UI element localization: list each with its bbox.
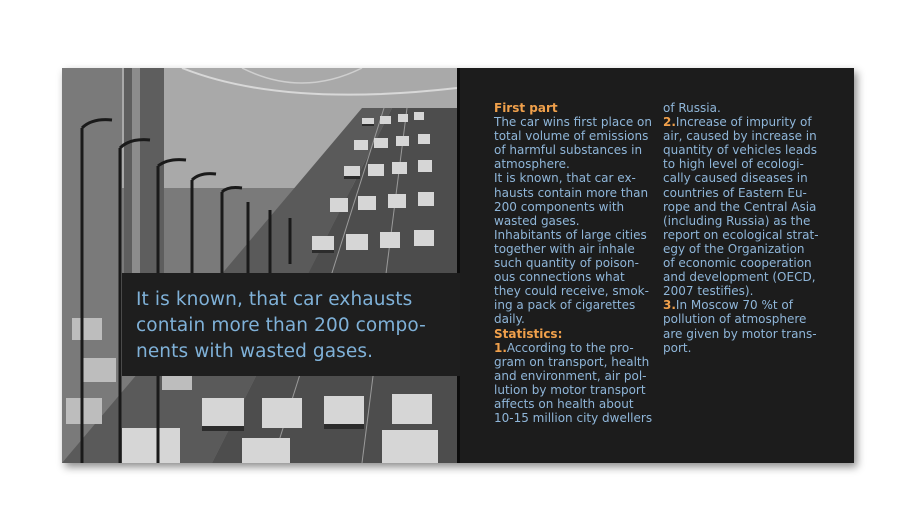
item-number: 2. xyxy=(663,115,676,130)
statistics-heading: Statistics: xyxy=(494,326,563,341)
statistics-item-1 xyxy=(494,341,662,426)
item-number: 3. xyxy=(663,298,676,313)
page-divider xyxy=(457,68,460,463)
paragraph-emissions: The car wins first place on total volume of emissions of harmful substances in atmosphere. xyxy=(494,115,652,172)
text-column-1 xyxy=(494,101,662,425)
quote-box xyxy=(122,273,460,376)
paragraph-components: It is known, that car ex- hausts contain more than 200 components with wasted gases. xyxy=(494,171,649,228)
pull-quote: It is known, that car exhausts contain more than 200 compo- nents with wasted gases. xyxy=(136,289,426,362)
item-text: In Moscow 70 %t of pollution of atmosphere are given by motor trans- port. xyxy=(663,298,817,355)
traffic-illustration xyxy=(62,68,457,463)
paragraph-inhabitants: Inhabitants of large cities together with air inhale such quantity of poison- ous connections what they could receive, smok- ing a pack of cigarettes daily. xyxy=(494,227,649,327)
statistics-item-3 xyxy=(663,298,833,354)
item-text: According to the pro- gram on transport, health and environment, air pol- lution by motor transport affects on health about 10-15 million city dwellers xyxy=(494,340,653,426)
statistics-item-2 xyxy=(663,115,833,298)
item-text: Increase of impurity of air, caused by increase in quantity of vehicles leads to high level of ecologi- cally caused diseases in countries of Eastern Eu- rope and the Central Asia (including Russia) as the report on ecological strat- egy of the Organization of economic cooperation and development (OECD, 2007 testifies). xyxy=(663,115,819,299)
traffic-photo xyxy=(62,68,457,463)
statistics-item-1-continued: of Russia. xyxy=(663,101,721,115)
brochure-spread xyxy=(62,68,854,463)
item-number: 1. xyxy=(494,340,507,355)
section-heading: First part xyxy=(494,101,558,115)
text-column-2 xyxy=(663,101,833,355)
